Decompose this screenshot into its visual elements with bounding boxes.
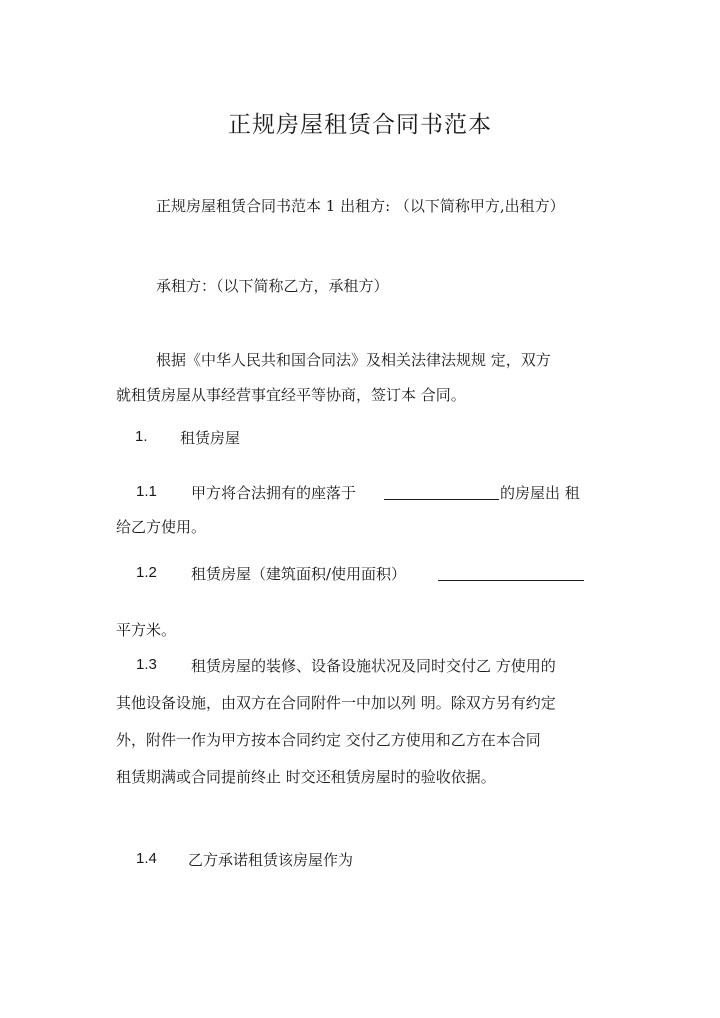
clause-1-2-line-2: 平方米。 — [116, 621, 177, 639]
document-title: 正规房屋租赁合同书范本 — [228, 112, 492, 138]
clause-1-1-text-before: 甲方将合法拥有的座落于 — [191, 484, 357, 502]
clause-1-2-number: 1.2 — [136, 564, 157, 581]
clause-1-3-number: 1.3 — [136, 656, 157, 673]
clause-1-1-line-2: 给乙方使用。 — [116, 518, 207, 536]
lessee-line: 承租方：（以下简称乙方，承租方） — [156, 277, 389, 295]
clause-1-4-number: 1.4 — [136, 850, 157, 867]
clause-1-1-text-after: 的房屋出 租 — [500, 484, 580, 502]
clause-1-3-line-4: 租赁期满或合同提前终止 时交还租赁房屋时的验收依据。 — [116, 768, 496, 786]
preamble-line-2: 就租赁房屋从事经营事宜经平等协商，签订本 合同。 — [116, 386, 466, 404]
clause-1-4-text: 乙方承诺租赁该房屋作为 — [188, 851, 354, 869]
clause-1-3-line-1: 租赁房屋的装修、设备设施状况及同时交付乙 方使用的 — [191, 657, 556, 675]
clause-1-3-line-2: 其他设备设施，由双方在合同附件一中加以列 明。除双方另有约定 — [116, 694, 556, 712]
location-blank — [384, 484, 499, 500]
preamble-line-1: 根据《中华人民共和国合同法》及相关法律法规规 定，双方 — [156, 351, 551, 369]
lessor-line: 正规房屋租赁合同书范本 1 出租方: （以下简称甲方,出租方） — [156, 197, 565, 215]
area-blank — [438, 565, 584, 581]
section-1-number: 1. — [135, 428, 148, 445]
clause-1-2-text: 租赁房屋（建筑面积/使用面积） — [191, 565, 407, 583]
clause-1-3-line-3: 外，附件一作为甲方按本合同约定 交付乙方使用和乙方在本合同 — [116, 731, 541, 749]
section-1-heading: 租赁房屋 — [180, 429, 241, 447]
clause-1-1-number: 1.1 — [136, 483, 157, 500]
